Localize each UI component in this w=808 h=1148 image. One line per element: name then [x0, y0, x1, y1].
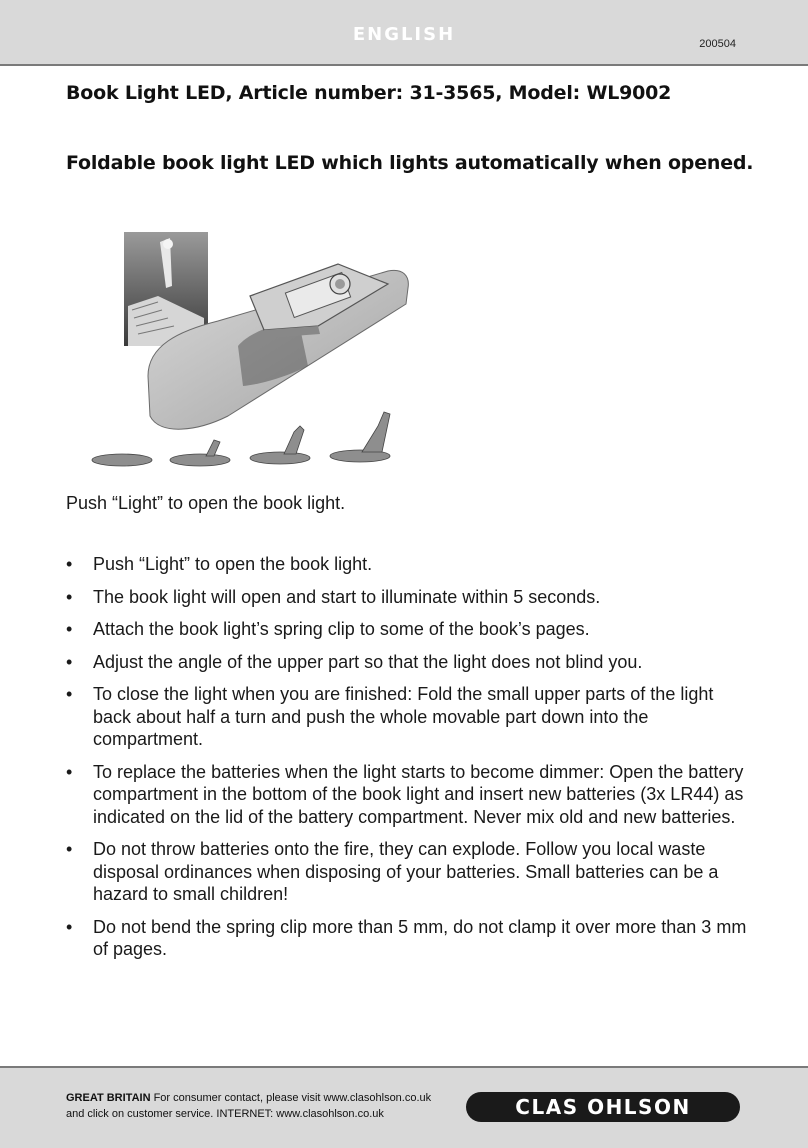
book-light-illustration [88, 226, 418, 476]
footer-contact-line2: and click on customer service. INTERNET: www.clasohlson.co.uk [66, 1108, 384, 1120]
bullet-dot: • [66, 651, 73, 672]
product-subtitle: Foldable book light LED which lights automatically when opened. [66, 152, 754, 174]
list-item [66, 916, 756, 961]
list-item [66, 586, 756, 609]
instruction-list [66, 553, 756, 971]
list-item-text: To replace the batteries when the light starts to become dimmer: Open the battery compartment in the bottom of the book light and insert new batteries (3x LR44) as indicated on the lid of the battery compartment. Never mix old and new batteries. [93, 761, 744, 827]
list-item-text: The book light will open and start to illuminate within 5 seconds. [93, 586, 601, 607]
bullet-dot: • [66, 619, 73, 639]
footer-contact-line1: For consumer contact, please visit www.clasohlson.co.uk [150, 1092, 432, 1104]
footer-contact [66, 1090, 431, 1122]
page-header [0, 0, 808, 66]
bullet-dot: • [66, 586, 73, 607]
page-footer [0, 1066, 808, 1148]
bullet-dot: • [66, 684, 73, 704]
footer-region: GREAT BRITAIN [66, 1092, 151, 1104]
language-label: ENGLISH [352, 24, 456, 45]
bullet-dot: • [66, 554, 73, 574]
intro-text: Push “Light” to open the book light. [66, 493, 346, 513]
list-item [66, 761, 756, 829]
list-item [66, 651, 756, 674]
bullet-dot: • [66, 916, 73, 937]
bullet-dot: • [66, 839, 73, 859]
list-item [66, 553, 756, 576]
list-item [66, 838, 756, 906]
list-item-text: Adjust the angle of the upper part so that the light does not blind you. [93, 651, 643, 672]
list-item [66, 683, 756, 751]
product-title: Book Light LED, Article number: 31-3565, Model: WL9002 [66, 82, 672, 104]
list-item-text: Do not bend the spring clip more than 5 mm, do not clamp it over more than 3 mm of pages. [93, 916, 747, 959]
list-item-text: Push “Light” to open the book light. [93, 554, 373, 574]
opening-sequence [92, 412, 390, 466]
list-item-text: Do not throw batteries onto the fire, they can explode. Follow you local waste disposal ordinances when disposing of your batteries. Small batteries can be a hazard to small children! [93, 839, 719, 904]
list-item-text: Attach the book light’s spring clip to some of the book’s pages. [93, 619, 590, 639]
list-item-text: To close the light when you are finished: Fold the small upper parts of the light back about half a turn and push the whole movable part down into the compartment. [93, 684, 714, 749]
bullet-dot: • [66, 761, 73, 782]
list-item [66, 618, 756, 641]
document-code: 200504 [699, 38, 736, 50]
brand-logo: CLAS OHLSON [466, 1092, 740, 1122]
